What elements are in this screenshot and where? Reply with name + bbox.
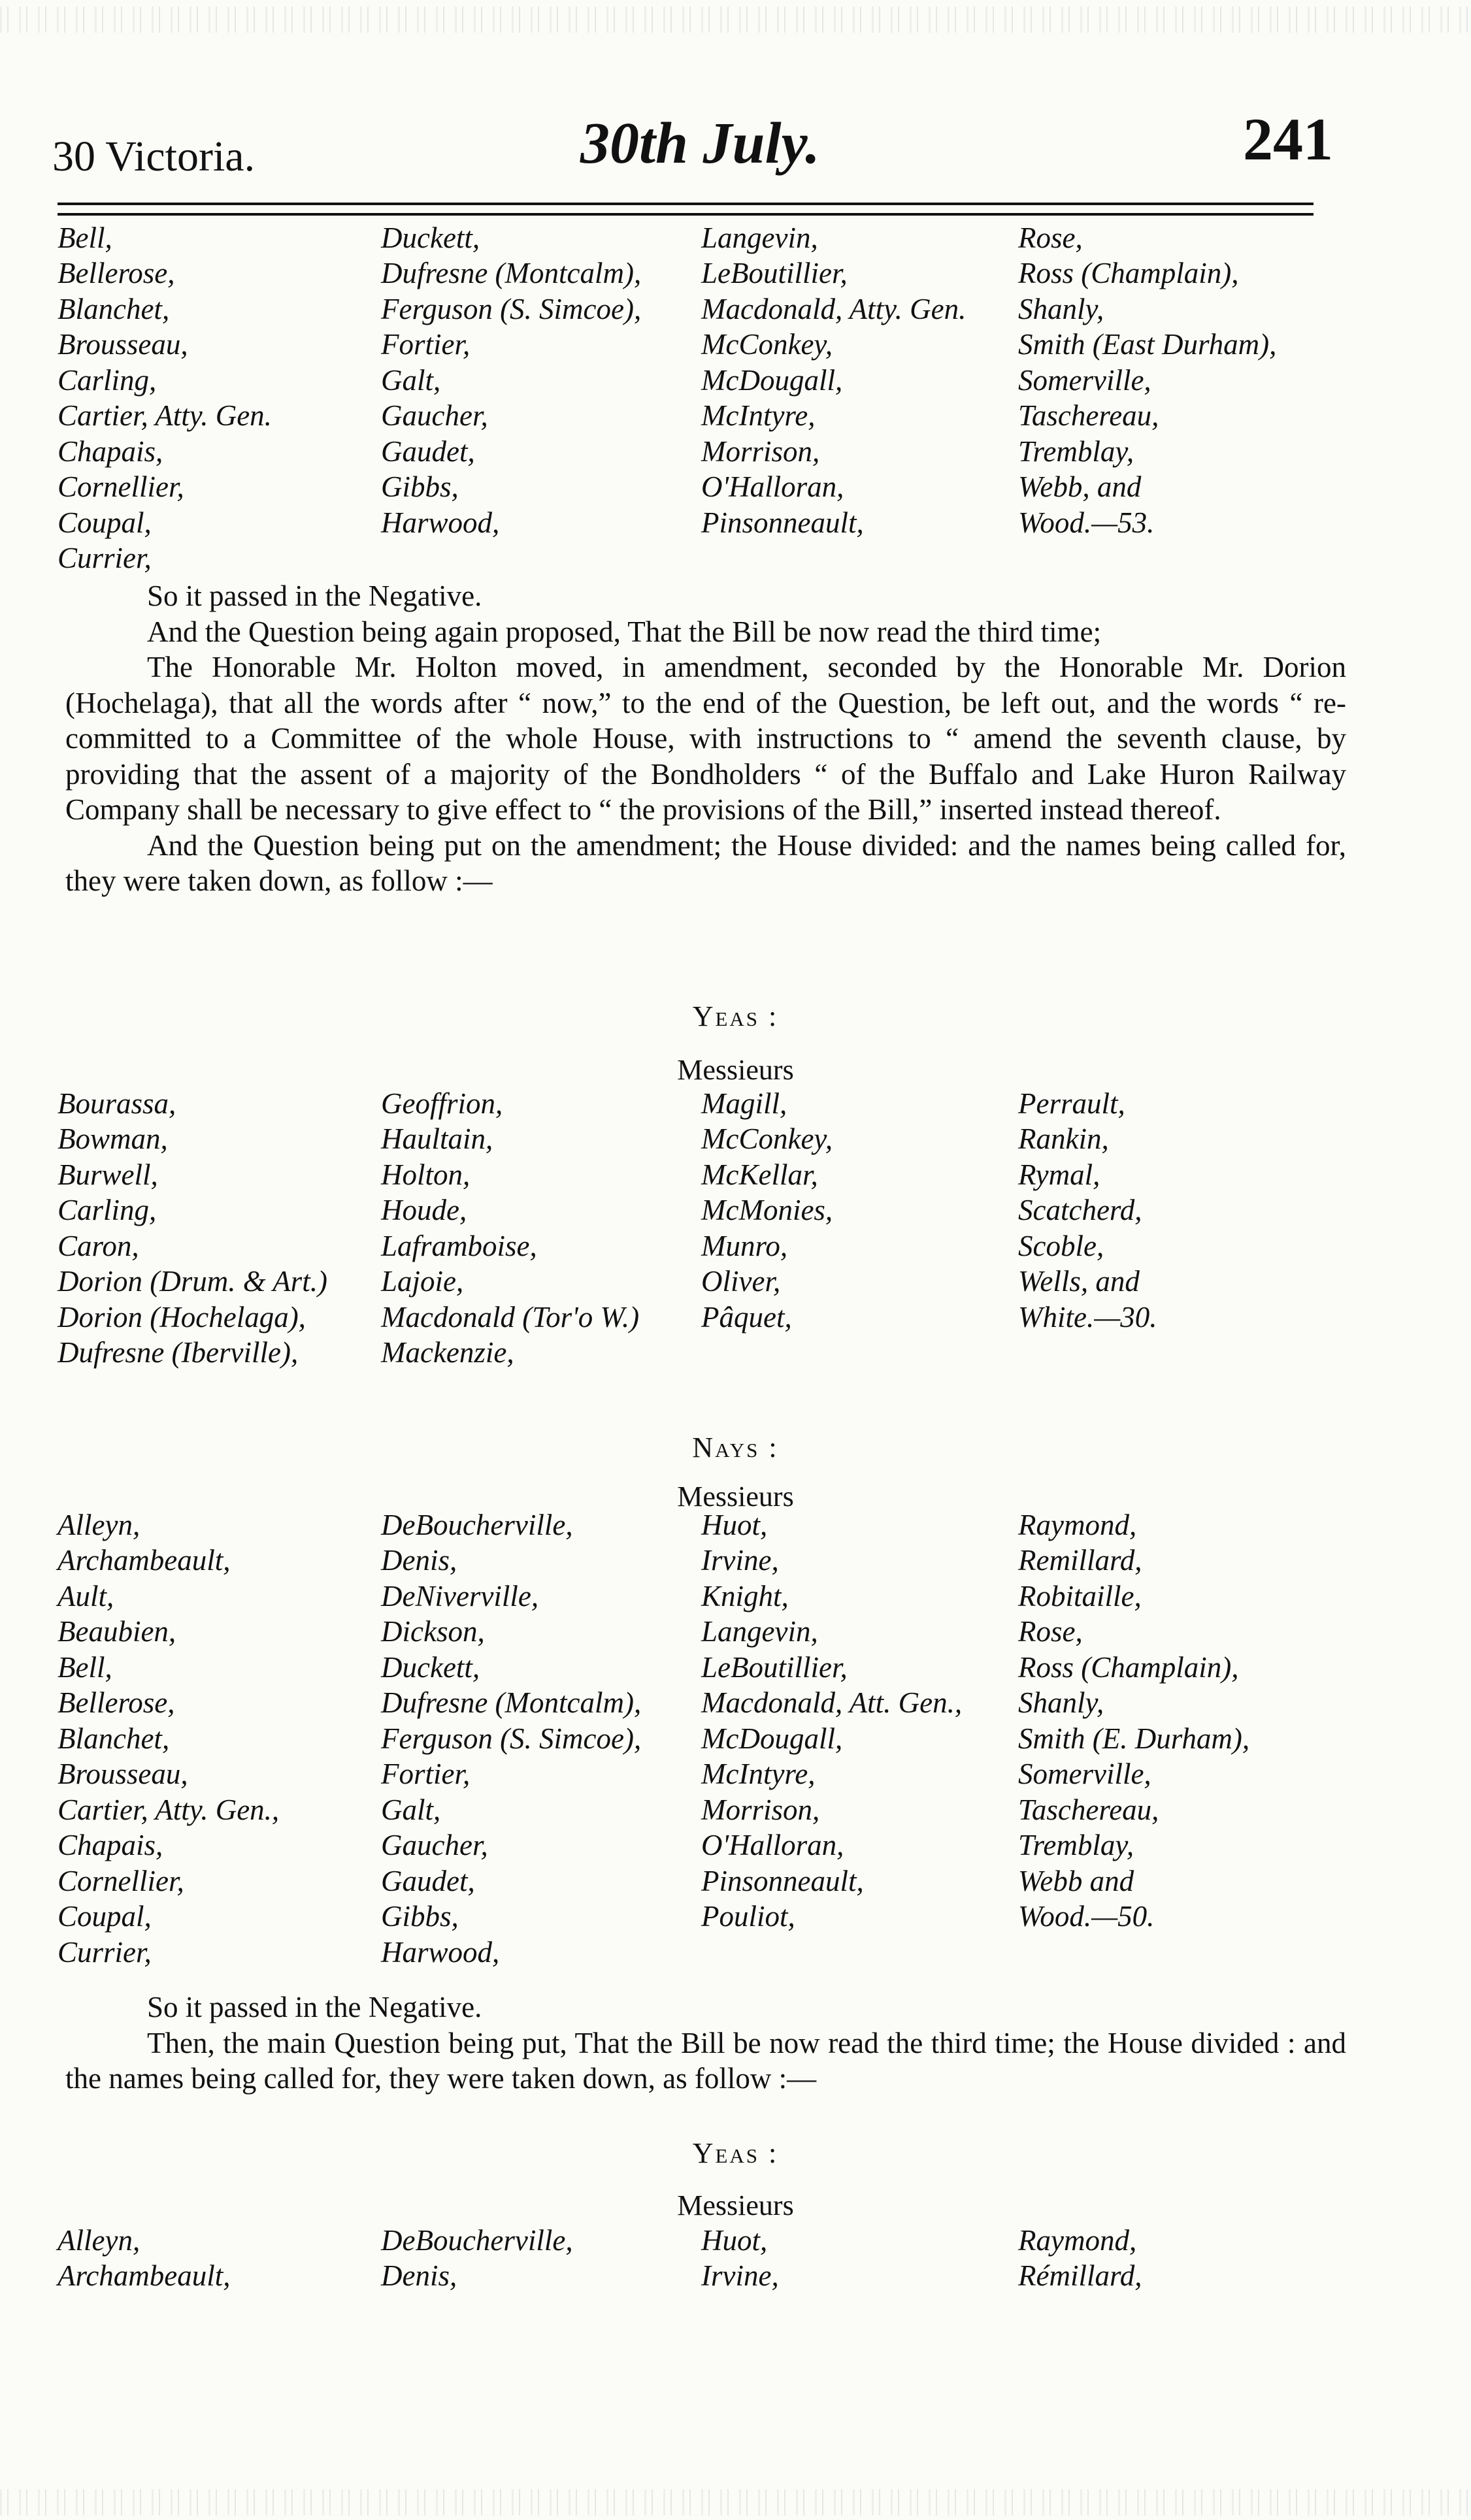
member-name: McDougall, xyxy=(701,1722,843,1755)
member-name: Denis, xyxy=(381,1544,457,1577)
member-name: Pinsonneault, xyxy=(701,506,864,539)
member-name: Dorion (Hochelaga), xyxy=(58,1300,306,1334)
member-name: Knight, xyxy=(701,1579,789,1612)
member-name: Pouliot, xyxy=(701,1900,795,1933)
member-name: Rose, xyxy=(1018,1615,1083,1648)
member-name: Magill, xyxy=(701,1087,787,1120)
name-row xyxy=(58,540,1338,576)
member-name: Laframboise, xyxy=(381,1229,537,1262)
member-name: Smith (East Durham), xyxy=(1018,328,1277,361)
member-name: Beaubien, xyxy=(58,1615,176,1648)
messieurs-1: Messieurs xyxy=(677,1054,794,1086)
member-name: Cartier, Atty. Gen. xyxy=(58,399,272,432)
member-name: Cornellier, xyxy=(58,1864,184,1897)
member-name: Dufresne (Montcalm), xyxy=(381,1686,642,1719)
member-name: Raymond, xyxy=(1018,2223,1137,2257)
member-name: DeNiverville, xyxy=(381,1579,539,1612)
member-name: Taschereau, xyxy=(1018,1793,1159,1826)
member-name: Ross (Champlain), xyxy=(1018,1650,1239,1684)
member-name: Perrault, xyxy=(1018,1087,1125,1120)
name-row xyxy=(58,255,1338,291)
member-name: Smith (E. Durham), xyxy=(1018,1722,1250,1755)
member-name: Haultain, xyxy=(381,1122,493,1155)
member-name: McConkey, xyxy=(701,1122,833,1155)
member-name: Dufresne (Iberville), xyxy=(58,1336,299,1369)
member-name: Lajoie, xyxy=(381,1265,464,1298)
name-row xyxy=(58,290,1338,326)
member-name: Rémillard, xyxy=(1018,2259,1142,2292)
member-name: Duckett, xyxy=(381,1650,480,1684)
member-name: Archambeault, xyxy=(58,2259,231,2292)
name-row xyxy=(58,1827,1338,1863)
member-name: Harwood, xyxy=(381,1935,500,1969)
member-name: Gaudet, xyxy=(381,434,475,468)
member-name: Rose, xyxy=(1018,221,1083,254)
member-name: Gibbs, xyxy=(381,1900,459,1933)
member-name: Webb and xyxy=(1018,1864,1134,1897)
name-row xyxy=(58,1192,1338,1228)
yeas-list-2 xyxy=(58,2221,1338,2293)
member-name: Mackenzie, xyxy=(381,1336,514,1369)
member-name: Morrison, xyxy=(701,1793,820,1826)
member-name: Bell, xyxy=(58,1650,112,1684)
yeas-heading-1: Yeas : xyxy=(692,1000,779,1032)
member-name: Tremblay, xyxy=(1018,434,1134,468)
member-name: Remillard, xyxy=(1018,1544,1142,1577)
member-name: Macdonald, Att. Gen., xyxy=(701,1686,963,1719)
member-name: Scoble, xyxy=(1018,1229,1104,1262)
member-name: Langevin, xyxy=(701,221,818,254)
name-row xyxy=(58,1085,1338,1121)
nays-heading: Nays : xyxy=(692,1432,779,1464)
name-row xyxy=(58,219,1338,255)
messieurs-3: Messieurs xyxy=(677,2189,794,2221)
member-name: Ferguson (S. Simcoe), xyxy=(381,292,642,325)
member-name: Raymond, xyxy=(1018,1508,1137,1541)
name-row xyxy=(58,504,1338,540)
member-name: Harwood, xyxy=(381,506,500,539)
member-name: Chapais, xyxy=(58,1829,163,1861)
member-name: Blanchet, xyxy=(58,292,170,325)
member-name: Irvine, xyxy=(701,2259,779,2292)
member-name: Chapais, xyxy=(58,434,163,468)
member-name: LeBoutillier, xyxy=(701,1650,848,1684)
member-name: Huot, xyxy=(701,1508,768,1541)
member-name: Pinsonneault, xyxy=(701,1864,864,1897)
member-name: Scatcherd, xyxy=(1018,1194,1142,1226)
member-name: Alleyn, xyxy=(58,1508,140,1541)
name-row xyxy=(58,397,1338,433)
member-name: Wood.—50. xyxy=(1018,1900,1155,1933)
member-name: Bell, xyxy=(58,221,112,254)
name-row xyxy=(58,1263,1338,1299)
member-name: Shanly, xyxy=(1018,292,1104,325)
member-name: McKellar, xyxy=(701,1158,818,1191)
header-rule-top xyxy=(58,203,1314,205)
again-proposed-text: And the Question being again proposed, That the Bill be now read the third time; xyxy=(147,615,1102,648)
running-header xyxy=(52,105,1340,183)
member-name: McDougall, xyxy=(701,363,843,397)
member-name: McIntyre, xyxy=(701,399,816,432)
member-name: Carling, xyxy=(58,1194,157,1226)
member-name: Denis, xyxy=(381,2259,457,2292)
yeas-heading-2: Yeas : xyxy=(692,2137,779,2169)
member-name: O'Halloran, xyxy=(701,470,844,503)
negative-text-2: So it passed in the Negative. xyxy=(147,1991,482,2023)
member-name: Cartier, Atty. Gen., xyxy=(58,1793,280,1826)
member-name: Brousseau, xyxy=(58,1758,188,1790)
member-name: Archambeault, xyxy=(58,1544,231,1577)
messieurs-2: Messieurs xyxy=(677,1481,794,1513)
member-name: Rymal, xyxy=(1018,1158,1100,1191)
name-row xyxy=(58,1334,1338,1370)
header-rule-bottom xyxy=(58,213,1314,216)
member-name: Galt, xyxy=(381,1793,441,1826)
member-name: Rankin, xyxy=(1018,1122,1109,1155)
main-question-text: Then, the main Question being put, That the Bill be now read the third time; the House divided : and the names being called for, they were taken down, as follow :— xyxy=(65,2026,1346,2095)
name-row xyxy=(58,1648,1338,1684)
member-name: DeBoucherville, xyxy=(381,1508,573,1541)
member-name: Ross (Champlain), xyxy=(1018,257,1239,289)
member-name: Coupal, xyxy=(58,1900,152,1933)
scan-noise-bottom xyxy=(0,2489,1471,2515)
member-name: Wells, and xyxy=(1018,1265,1140,1298)
name-row xyxy=(58,1121,1338,1156)
question-put-text: And the Question being put on the amendment; the House divided: and the names being called for, they were taken down, as follow :— xyxy=(65,828,1346,897)
name-row xyxy=(58,1227,1338,1263)
member-name: Somerville, xyxy=(1018,1758,1151,1790)
member-name: Pâquet, xyxy=(701,1300,792,1334)
member-name: White.—30. xyxy=(1018,1300,1157,1334)
session-label: 30 Victoria. xyxy=(52,133,256,180)
page-number: 241 xyxy=(1243,106,1333,172)
negative-text: So it passed in the Negative. xyxy=(147,580,482,612)
member-name: Fortier, xyxy=(381,328,471,361)
name-row xyxy=(58,1156,1338,1192)
member-name: Coupal, xyxy=(58,506,152,539)
member-name: Carling, xyxy=(58,363,157,397)
name-row xyxy=(58,2257,1338,2293)
name-row xyxy=(58,1791,1338,1827)
name-row xyxy=(58,361,1338,397)
name-row xyxy=(58,1542,1338,1578)
member-name: Morrison, xyxy=(701,434,820,468)
member-name: Burwell, xyxy=(58,1158,158,1191)
scan-noise-top xyxy=(0,7,1471,33)
member-name: DeBoucherville, xyxy=(381,2223,573,2257)
name-row xyxy=(58,1613,1338,1649)
member-name: Alleyn, xyxy=(58,2223,140,2257)
member-name: Holton, xyxy=(381,1158,471,1191)
member-name: McIntyre, xyxy=(701,1758,816,1790)
member-name: Galt, xyxy=(381,363,441,397)
member-name: Currier, xyxy=(58,542,152,574)
member-name: Shanly, xyxy=(1018,1686,1104,1719)
name-row xyxy=(58,326,1338,362)
amendment-text: The Honorable Mr. Holton moved, in amendment, seconded by the Honorable Mr. Dorion (Hochelaga), that all the words after “ now,” to the end of the Question, be left out, and the words “ re-committed to a Committee of the whole House, with instructions to “ amend the seventh clause, by providing that the assent of a majority of the Bondholders “ of the Buffalo and Lake Huron Railway Company shall be necessary to give effect to “ the provisions of the Bill,” inserted instead thereof. xyxy=(65,651,1346,826)
name-row xyxy=(58,1506,1338,1542)
name-row xyxy=(58,1756,1338,1792)
name-row xyxy=(58,468,1338,504)
member-name: Brousseau, xyxy=(58,328,188,361)
member-name: O'Halloran, xyxy=(701,1829,844,1861)
member-name: Macdonald, Atty. Gen. xyxy=(701,292,967,325)
member-name: Munro, xyxy=(701,1229,788,1262)
member-name: Taschereau, xyxy=(1018,399,1159,432)
nays-list xyxy=(58,1506,1338,1969)
name-row xyxy=(58,1577,1338,1613)
member-name: Langevin, xyxy=(701,1615,818,1648)
member-name: Bellerose, xyxy=(58,257,175,289)
member-name: Macdonald (Tor'o W.) xyxy=(381,1300,640,1334)
negative-paragraph-2 xyxy=(65,1989,1346,2097)
member-name: McConkey, xyxy=(701,328,833,361)
member-name: Bourassa, xyxy=(58,1087,176,1120)
member-name: Duckett, xyxy=(381,221,480,254)
name-row xyxy=(58,433,1338,468)
name-row xyxy=(58,1298,1338,1334)
member-name: Dickson, xyxy=(381,1615,485,1648)
member-name: Cornellier, xyxy=(58,470,184,503)
member-name: Bellerose, xyxy=(58,1686,175,1719)
member-name: Ferguson (S. Simcoe), xyxy=(381,1722,642,1755)
member-name: Gibbs, xyxy=(381,470,459,503)
member-name: Ault, xyxy=(58,1579,114,1612)
name-row xyxy=(58,1720,1338,1756)
member-name: Bowman, xyxy=(58,1122,168,1155)
member-name: Fortier, xyxy=(381,1758,471,1790)
member-name: Huot, xyxy=(701,2223,768,2257)
name-row xyxy=(58,2221,1338,2257)
nays-continued-list xyxy=(58,219,1338,575)
member-name: Somerville, xyxy=(1018,363,1151,397)
member-name: Dufresne (Montcalm), xyxy=(381,257,642,289)
name-row xyxy=(58,1933,1338,1969)
member-name: Blanchet, xyxy=(58,1722,170,1755)
name-row xyxy=(58,1898,1338,1934)
member-name: McMonies, xyxy=(701,1194,833,1226)
member-name: Oliver, xyxy=(701,1265,781,1298)
member-name: Irvine, xyxy=(701,1544,779,1577)
member-name: Dorion (Drum. & Art.) xyxy=(58,1265,327,1298)
yeas-list-1 xyxy=(58,1085,1338,1369)
negative-paragraph-1 xyxy=(65,578,1346,899)
date-title: 30th July. xyxy=(580,111,820,176)
member-name: Robitaille, xyxy=(1018,1579,1142,1612)
member-name: Houde, xyxy=(381,1194,467,1226)
member-name: LeBoutillier, xyxy=(701,257,848,289)
member-name: Geoffrion, xyxy=(381,1087,503,1120)
member-name: Tremblay, xyxy=(1018,1829,1134,1861)
name-row xyxy=(58,1684,1338,1720)
member-name: Currier, xyxy=(58,1935,152,1969)
member-name: Gaucher, xyxy=(381,1829,488,1861)
member-name: Gaucher, xyxy=(381,399,488,432)
member-name: Wood.—53. xyxy=(1018,506,1155,539)
member-name: Caron, xyxy=(58,1229,139,1262)
name-row xyxy=(58,1862,1338,1898)
member-name: Webb, and xyxy=(1018,470,1142,503)
member-name: Gaudet, xyxy=(381,1864,475,1897)
